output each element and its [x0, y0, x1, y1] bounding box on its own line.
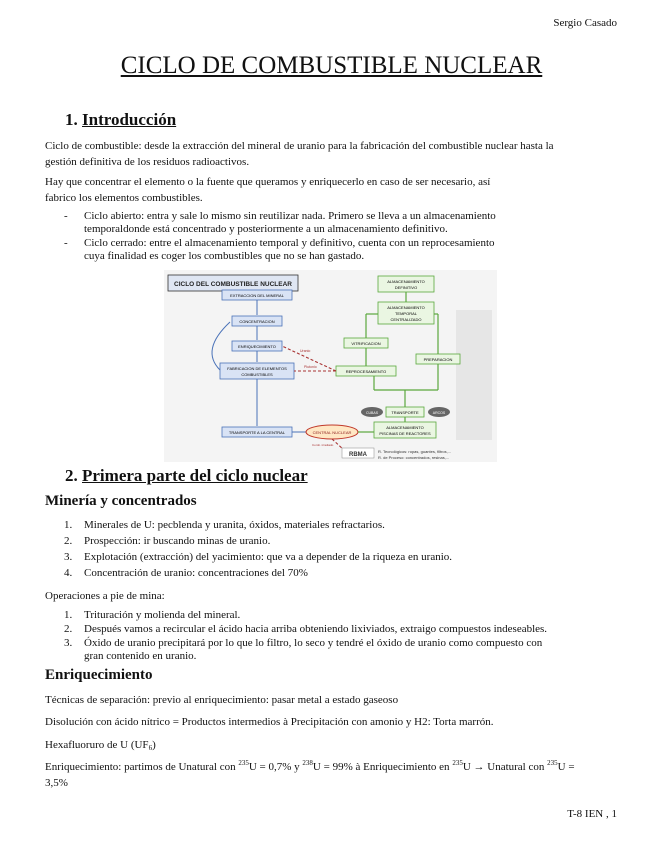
section-heading-primera-parte — [65, 466, 308, 486]
list-number: 2. — [64, 623, 73, 635]
bullet-text: temporaldonde está concentrado y posteriormente a un almacenamiento definitivo. — [84, 223, 448, 235]
list-number: 1. — [64, 519, 73, 531]
text-line: gestión definitiva de los residuos radioactivos. — [45, 156, 250, 168]
list-text: Óxido de uranio precipitará por lo que lo filtro, lo seco y tendré el óxido de uranio como compuesto con — [84, 637, 543, 649]
list-item — [64, 637, 604, 663]
box-label: ARCOS — [432, 411, 446, 415]
subheading-mineria: Minería y concentrados — [45, 493, 197, 509]
list-item — [64, 623, 604, 636]
intro-paragraph-2 — [45, 174, 620, 206]
list-number: 2. — [64, 535, 73, 547]
box-almacenamiento-definitivo — [378, 276, 434, 292]
box-label: PISCINAS DE REACTORES — [379, 431, 431, 436]
author-name: Sergio Casado — [553, 17, 617, 29]
bullet-dash: - — [64, 237, 68, 249]
box-label: COMBUSTIBLES — [241, 372, 273, 377]
list-text: gran contenido en uranio. — [84, 650, 197, 662]
box-almacenamiento-temporal — [378, 302, 434, 324]
box-transporte — [386, 407, 424, 417]
box-cubas — [361, 407, 383, 417]
fuel-cycle-diagram — [164, 270, 497, 462]
box-label: ENRIQUECIMIENTO — [238, 344, 276, 349]
list-number: 3. — [64, 637, 73, 649]
box-transporte-central — [222, 427, 292, 437]
diagram-title: CICLO DEL COMBUSTIBLE NUCLEAR — [174, 281, 292, 288]
box-label: EXTRACCION DEL MINERAL — [230, 293, 284, 298]
list-text: Trituración y molienda del mineral. — [84, 609, 241, 621]
enrichment-paragraph-4 — [45, 759, 620, 791]
box-concentracion — [232, 316, 282, 326]
list-text: Prospección: ir buscando minas de uranio. — [84, 535, 271, 547]
page-footer: T-8 IEN , 1 — [567, 808, 617, 820]
section-number: 1. — [65, 110, 78, 129]
list-item — [64, 567, 604, 580]
box-label: ALMACENAMIENTO — [387, 279, 425, 284]
label-plutonio: Plutonio — [304, 365, 317, 369]
enrichment-paragraph-2: Disolución con ácido nítrico = Productos intermedios à Precipitación con amonio y H2: Torta marrón. — [45, 716, 494, 728]
box-label: CUBAS — [365, 411, 379, 415]
list-number: 1. — [64, 609, 73, 621]
bullet-dash: - — [64, 210, 68, 222]
diagram-watermark — [456, 310, 492, 440]
subheading-enriquecimiento: Enriquecimiento — [45, 667, 153, 683]
list-text: Después vamos a recircular el ácido hacia arriba obteniendo lixiviados, extraigo compuestos indeseables. — [84, 623, 548, 635]
box-fabricacion — [220, 363, 294, 379]
text-line: Ciclo de combustible: desde la extracción del mineral de uranio para la fabricación del combustible nuclear hasta la — [45, 140, 554, 152]
bullet-item — [64, 237, 584, 263]
list-number: 4. — [64, 567, 73, 579]
label-uranio: Uranio — [300, 349, 311, 353]
box-central-nuclear — [306, 425, 358, 439]
box-label: PREPARACION — [423, 357, 453, 362]
box-label: DEFINITIVO — [394, 285, 418, 290]
bullet-text: Ciclo cerrado: entre el almacenamiento temporal y definitivo, cuenta con un reprocesamiento — [84, 237, 495, 249]
box-vitrificacion — [344, 338, 388, 348]
box-label: TRANSPORTE — [391, 410, 419, 415]
text-run: Hexafluoruro de U (UF — [45, 739, 149, 751]
list-item — [64, 609, 604, 622]
box-label: REPROCESAMIENTO — [345, 369, 387, 374]
text-run: U = — [557, 761, 575, 773]
bullet-text: Ciclo abierto: entra y sale lo mismo sin reutilizar nada. Primero se lleva a un almacenamiento — [84, 210, 496, 222]
box-label: TRANSPORTE A LA CENTRAL — [228, 430, 286, 435]
box-piscinas — [374, 422, 436, 438]
bullet-text: cuya finalidad es coger los combustibles que no se han gastado. — [84, 250, 365, 262]
box-arcos — [428, 407, 450, 417]
text-line: fabrico los elementos combustibles. — [45, 192, 203, 204]
page-title: CICLO DE COMBUSTIBLE NUCLEAR — [120, 52, 543, 79]
box-extraccion — [222, 290, 292, 300]
box-label: ALMACENAMIENTO — [387, 305, 425, 310]
operations-intro: Operaciones a pie de mina: — [45, 590, 165, 602]
box-label: TEMPORAL — [394, 311, 418, 316]
superscript: 235 — [452, 759, 463, 767]
section-number: 2. — [65, 466, 78, 485]
box-label: CENTRALIZADO — [390, 317, 422, 322]
list-item — [64, 519, 604, 532]
text-run: Enriquecimiento: partimos de Unatural con — [45, 761, 239, 773]
label-combustible: Comb. irradiado — [312, 443, 334, 447]
superscript: 235 — [547, 759, 558, 767]
box-label: VITRIFICACION — [351, 341, 381, 346]
list-item — [64, 551, 604, 564]
text-line: Hay que concentrar el elemento o la fuente que queramos y enriquecerlo en caso de ser necesario, así — [45, 176, 491, 188]
subscript: 6 — [148, 744, 153, 752]
box-label: FABRICACION DE ELEMENTOS — [227, 366, 287, 371]
text-run: U = 99% à Enriquecimiento en — [312, 761, 453, 773]
text-run: U → Unatural con — [462, 761, 548, 773]
superscript: 238 — [302, 759, 313, 767]
label-rbma: RBMA — [349, 452, 367, 458]
text-line — [45, 759, 620, 775]
section-title: Introducción — [82, 110, 177, 129]
list-item — [64, 535, 604, 548]
superscript: 235 — [238, 759, 249, 767]
list-number: 3. — [64, 551, 73, 563]
box-label: ALMACENAMIENTO — [386, 425, 424, 430]
bullet-item — [64, 210, 584, 236]
box-label: CENTRAL NUCLEAR — [312, 430, 352, 435]
list-text: Minerales de U: pecblenda y uranita, óxidos, materiales refractarios. — [84, 519, 385, 531]
section-heading-introduction — [65, 110, 176, 130]
box-label: CONCENTRACION — [239, 319, 275, 324]
list-text: Concentración de uranio: concentraciones del 70% — [84, 567, 308, 579]
box-enriquecimiento — [232, 341, 282, 351]
enrichment-paragraph-3 — [45, 737, 620, 753]
box-preparacion — [416, 354, 460, 364]
label-residuos-proceso: R. de Proceso: concentrados, resinas,... — [378, 455, 450, 460]
intro-paragraph-1 — [45, 138, 620, 170]
text-run: ) — [152, 739, 156, 751]
text-line: 3,5% — [45, 777, 68, 789]
label-residuos-tecnologicos: R. Tecnológicos: ropas, guantes, filtros,... — [378, 449, 452, 454]
box-reprocesamiento — [336, 366, 396, 376]
section-title: Primera parte del ciclo nuclear — [82, 466, 308, 485]
enrichment-paragraph-1: Técnicas de separación: previo al enriquecimiento: pasar metal a estado gaseoso — [45, 694, 399, 706]
text-run: U = 0,7% y — [248, 761, 303, 773]
list-text: Explotación (extracción) del yacimiento: que va a depender de la riqueza en uranio. — [84, 551, 453, 563]
